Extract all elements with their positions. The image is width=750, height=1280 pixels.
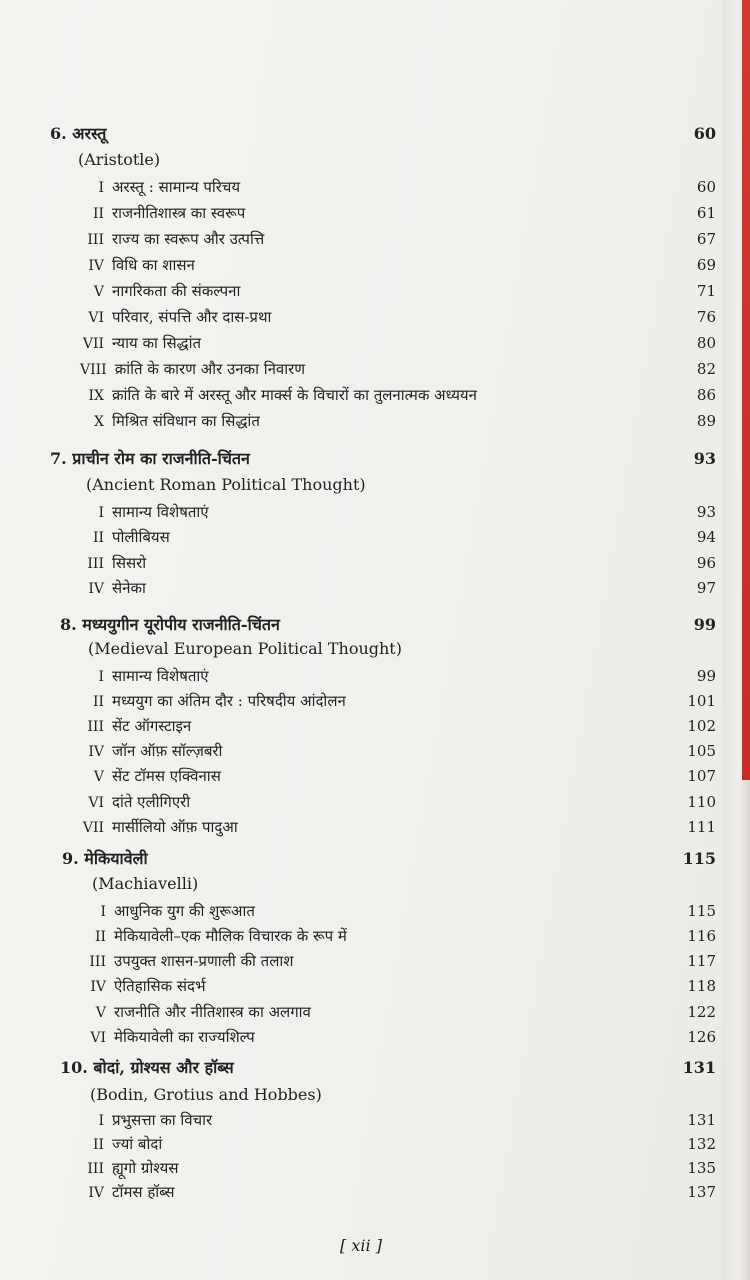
toc-entry: V नागरिकता की संकल्पना 71 — [93, 282, 716, 300]
toc-entry: IV टॉमस हॉब्स 137 — [88, 1183, 716, 1201]
chapter-page: 115 — [682, 849, 716, 868]
chapter-title: मेकियावेली — [84, 849, 148, 868]
toc-entry: V राजनीति और नीतिशास्त्र का अलगाव 122 — [95, 1003, 716, 1021]
toc-entry: II ज्यां बोदां 132 — [92, 1135, 716, 1153]
chapter-heading — [0, 447, 722, 471]
toc-entry: VII न्याय का सिद्धांत 80 — [82, 334, 716, 352]
chapter-title: मध्ययुगीन यूरोपीय राजनीति-चिंतन — [82, 615, 280, 634]
toc-entry: IV सेनेका 97 — [88, 579, 716, 597]
toc-entry: I सामान्य विशेषताएं 93 — [98, 503, 716, 521]
toc-entry: V सेंट टॉमस एक्विनास 107 — [93, 767, 716, 785]
chapter-english-title: (Machiavelli) — [92, 874, 199, 893]
toc-entry: VI परिवार, संपत्ति और दास-प्रथा 76 — [88, 308, 716, 326]
chapter-title: अरस्तू — [72, 124, 107, 143]
toc-entry: VI दांते एलीगिएरी 110 — [88, 793, 716, 811]
toc-entry: II पोलीबियस 94 — [92, 528, 716, 546]
chapter-number: 10. — [60, 1058, 88, 1077]
toc-entry: II मेकियावेली–एक मौलिक विचारक के रूप में 116 — [94, 927, 716, 945]
chapter-number: 9. — [62, 849, 79, 868]
chapter-english-title: (Ancient Roman Political Thought) — [86, 475, 366, 494]
toc-entry: IV जॉन ऑफ़ सॉल्ज़बरी 105 — [88, 742, 716, 760]
chapter-page: 60 — [693, 124, 716, 143]
chapter-heading — [0, 1056, 722, 1080]
toc-entry: VI मेकियावेली का राज्यशिल्प 126 — [90, 1028, 716, 1046]
toc-entry: III सेंट ऑगस्टाइन 102 — [87, 717, 716, 735]
chapter-number: 6. — [50, 124, 67, 143]
toc-entry: II मध्ययुग का अंतिम दौर : परिषदीय आंदोलन 101 — [92, 692, 716, 710]
toc-entry: I सामान्य विशेषताएं 99 — [98, 667, 716, 685]
chapter-title: प्राचीन रोम का राजनीति-चिंतन — [72, 449, 250, 468]
chapter-english-title: (Medieval European Political Thought) — [88, 639, 402, 658]
chapter-english-title: (Aristotle) — [78, 150, 161, 169]
toc-entry: II राजनीतिशास्त्र का स्वरूप 61 — [92, 204, 716, 222]
toc-entry: IV विधि का शासन 69 — [88, 256, 716, 274]
toc-entry: VII मार्सीलियो ऑफ़ पादुआ 111 — [82, 818, 716, 836]
chapter-number: 7. — [50, 449, 67, 468]
toc-entry: I अरस्तू : सामान्य परिचय 60 — [98, 178, 716, 196]
toc-entry: I प्रभुसत्ता का विचार 131 — [98, 1111, 716, 1129]
toc-entry: IX क्रांति के बारे में अरस्तू और मार्क्स के विचारों का तुलनात्मक अध्ययन 86 — [88, 386, 716, 404]
chapter-title: बोदां, ग्रोश्यस और हॉब्स — [93, 1058, 234, 1077]
chapter-heading — [0, 613, 722, 637]
toc-entry: III राज्य का स्वरूप और उत्पत्ति 67 — [87, 230, 716, 248]
toc-entry: X मिश्रित संविधान का सिद्धांत 89 — [94, 412, 716, 430]
chapter-page: 99 — [693, 615, 716, 634]
chapter-number: 8. — [60, 615, 77, 634]
chapter-page: 93 — [693, 449, 716, 468]
chapter-heading — [0, 122, 722, 146]
cover-edge — [742, 0, 750, 780]
page-number-footer: [ xii ] — [340, 1236, 382, 1255]
chapter-page: 131 — [682, 1058, 716, 1077]
chapter-heading — [0, 847, 722, 871]
toc-entry: III ह्यूगो ग्रोश्यस 135 — [87, 1159, 716, 1177]
chapter-english-title: (Bodin, Grotius and Hobbes) — [90, 1085, 322, 1104]
toc-entry: I आधुनिक युग की शुरूआत 115 — [100, 902, 716, 920]
toc-entry: III सिसरो 96 — [87, 554, 716, 572]
toc-entry: VIII क्रांति के कारण और उनका निवारण 82 — [80, 360, 716, 378]
toc-entry: IV ऐतिहासिक संदर्भ 118 — [90, 977, 716, 995]
toc-entry: III उपयुक्त शासन-प्रणाली की तलाश 117 — [89, 952, 716, 970]
